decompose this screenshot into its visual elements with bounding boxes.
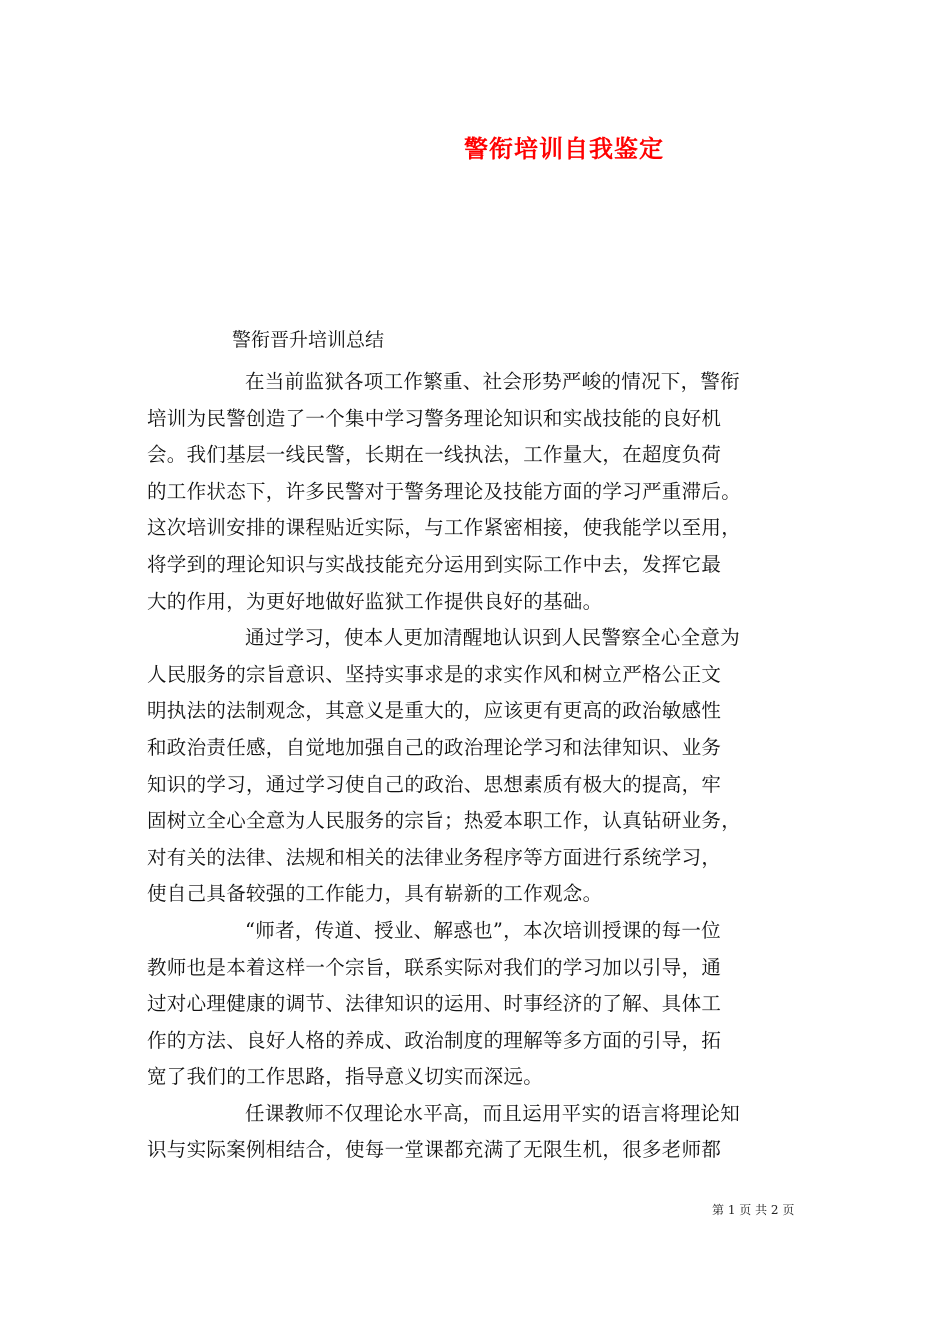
body-line: 对有关的法律、法规和相关的法律业务程序等方面进行系统学习， <box>147 845 722 869</box>
body-line: 将学到的理论知识与实战技能充分运用到实际工作中去，发挥它最 <box>147 552 722 576</box>
body-line: 教师也是本着这样一个宗旨，联系实际对我们的学习加以引导，通 <box>147 955 722 979</box>
body-line: 明执法的法制观念，其意义是重大的，应该更有更高的政治敏感性 <box>147 699 722 723</box>
body-line: 人民服务的宗旨意识、坚持实事求是的求实作风和树立严格公正文 <box>147 662 722 686</box>
body-line: 通过学习，使本人更加清醒地认识到人民警察全心全意为 <box>245 626 741 650</box>
body-line: 宽了我们的工作思路，指导意义切实而深远。 <box>147 1065 544 1089</box>
body-line: 会。我们基层一线民警，长期在一线执法，工作量大，在超度负荷 <box>147 443 722 467</box>
body-line: 知识的学习，通过学习使自己的政治、思想素质有极大的提高，牢 <box>147 772 722 796</box>
document-subtitle: 警衔晋升培训总结 <box>232 329 385 351</box>
body-line: 在当前监狱各项工作繁重、社会形势严峻的情况下，警衔 <box>245 370 741 393</box>
body-line: 任课教师不仅理论水平高，而且运用平实的语言将理论知 <box>245 1101 741 1125</box>
body-line: 过对心理健康的调节、法律知识的运用、时事经济的了解、具体工 <box>147 992 722 1016</box>
body-line: 作的方法、良好人格的养成、政治制度的理解等多方面的引导，拓 <box>147 1028 722 1052</box>
document-body <box>147 364 807 1169</box>
body-line: 的工作状态下，许多民警对于警务理论及技能方面的学习严重滞后。 <box>147 479 742 503</box>
body-line: 固树立全心全意为人民服务的宗旨；热爱本职工作，认真钻研业务， <box>147 809 742 833</box>
page-number-footer: 第 1 页 共 2 页 <box>712 1203 795 1217</box>
document-title: 警衔培训自我鉴定 <box>464 134 664 163</box>
body-line: 培训为民警创造了一个集中学习警务理论知识和实战技能的良好机 <box>147 406 722 430</box>
body-line: “师者，传道、授业、解惑也”，本次培训授课的每一位 <box>245 918 721 942</box>
body-line: 大的作用，为更好地做好监狱工作提供良好的基础。 <box>147 589 603 613</box>
body-line: 使自己具备较强的工作能力，具有崭新的工作观念。 <box>147 882 603 906</box>
body-line: 和政治责任感，自觉地加强自己的政治理论学习和法律知识、业务 <box>147 735 722 759</box>
body-line: 识与实际案例相结合，使每一堂课都充满了无限生机，很多老师都 <box>147 1138 722 1162</box>
body-line: 这次培训安排的课程贴近实际，与工作紧密相接，使我能学以至用， <box>147 516 742 540</box>
